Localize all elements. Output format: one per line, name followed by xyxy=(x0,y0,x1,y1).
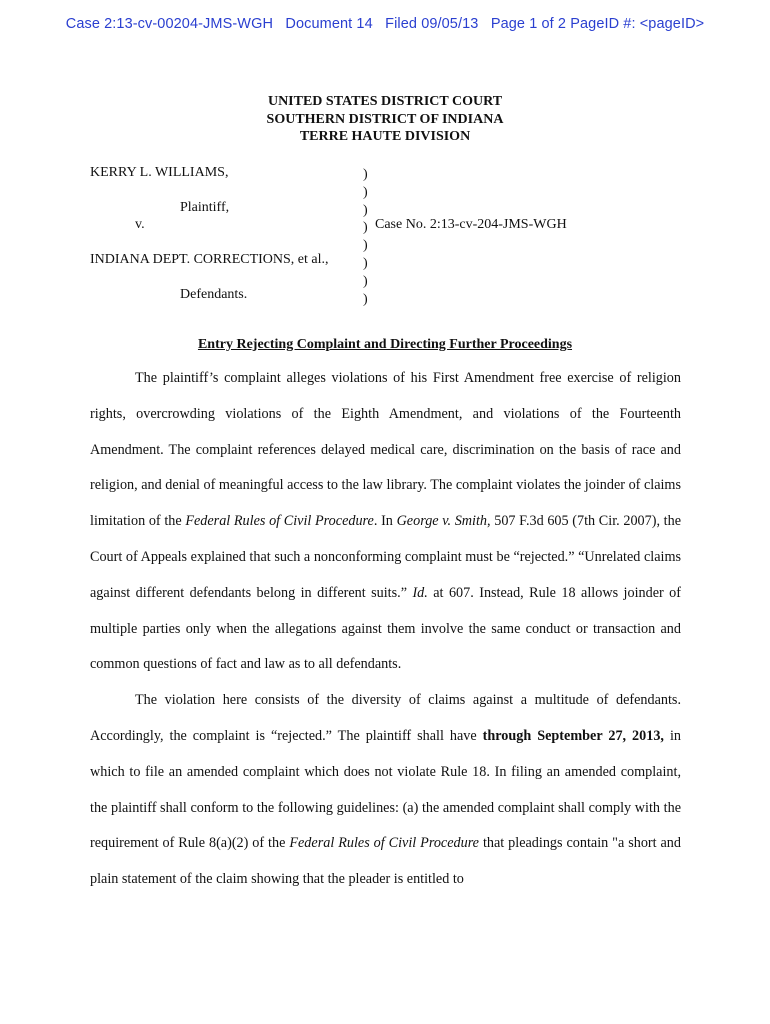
text-run: that pleadings contain "a short and plain statement of the claim showing that the pleader is entitled to xyxy=(90,835,681,888)
text-run: in which to file an amended complaint which does not violate Rule 18. In filing an amended complaint, the plaintiff shall conform to the following guidelines: (a) the amended complaint shall comply with the requirement of Rule 8(a)(2) of the xyxy=(90,727,681,852)
defendant-name: INDIANA DEPT. CORRECTIONS, et al., xyxy=(90,252,329,267)
paren: ) xyxy=(363,291,368,307)
deadline-bold: through September 27, 2013, xyxy=(482,727,664,744)
text-run: at 607. Instead, Rule 18 allows joinder of multiple parties only when the allegations against them involve the same conduct or transaction and common questions of fact and law as to all defendants. xyxy=(90,584,681,673)
text-run: The plaintiff’s complaint alleges violations of his First Amendment free exercise of religion rights, overcrowding violations of the Eighth Amendment, and violations of the Fourteenth Amendment. The complaint references delayed medical care, discrimination on the basis of race and religion, and denial of meaningful access to the law library. The complaint violates the joinder of claims limitation of the xyxy=(90,370,681,530)
paragraph-1 xyxy=(90,361,681,683)
text-run: The violation here consists of the diversity of claims against a multitude of defendants. Accordingly, the complaint is “rejected.” The plaintiff shall have xyxy=(90,692,681,744)
paren: ) xyxy=(363,184,368,200)
plaintiff-name: KERRY L. WILLIAMS, xyxy=(90,165,229,180)
defendant-role: Defendants. xyxy=(180,287,248,302)
citation-italic: Federal Rules of Civil Procedure xyxy=(185,513,374,530)
text-run: . In xyxy=(373,513,397,530)
paren: ) xyxy=(363,255,368,271)
text-run: , 507 F.3d 605 (7th Cir. 2007), the Court of Appeals explained that such a nonconforming complaint must be “rejected.” “Unrelated claims against different defendants belong in different suits.” xyxy=(90,513,681,601)
paren: ) xyxy=(363,167,368,182)
document-body xyxy=(90,361,681,898)
citation-italic: Federal Rules of Civil Procedure xyxy=(289,835,479,852)
entry-title: Entry Rejecting Complaint and Directing Further Proceedings xyxy=(197,337,573,352)
versus: v. xyxy=(135,217,145,232)
case-name-italic: George v. Smith xyxy=(396,513,488,530)
case-number: Case No. 2:13-cv-204-JMS-WGH xyxy=(375,217,567,232)
paren: ) xyxy=(363,220,368,236)
id-italic: Id. xyxy=(412,584,428,601)
paren: ) xyxy=(363,202,368,218)
paren: ) xyxy=(363,238,368,254)
filing-header-stamp: Case 2:13-cv-00204-JMS-WGH Document 14 Filed 09/05/13 Page 1 of 2 PageID #: <pageID> xyxy=(65,16,705,32)
caption-parentheses xyxy=(363,166,368,308)
case-caption xyxy=(0,0,770,310)
paren: ) xyxy=(363,273,368,289)
plaintiff-role: Plaintiff, xyxy=(180,200,230,215)
court-district: SOUTHERN DISTRICT OF INDIANA xyxy=(266,111,504,127)
court-division: TERRE HAUTE DIVISION xyxy=(299,129,471,144)
paragraph-2 xyxy=(90,683,681,898)
court-name: UNITED STATES DISTRICT COURT xyxy=(267,94,503,109)
